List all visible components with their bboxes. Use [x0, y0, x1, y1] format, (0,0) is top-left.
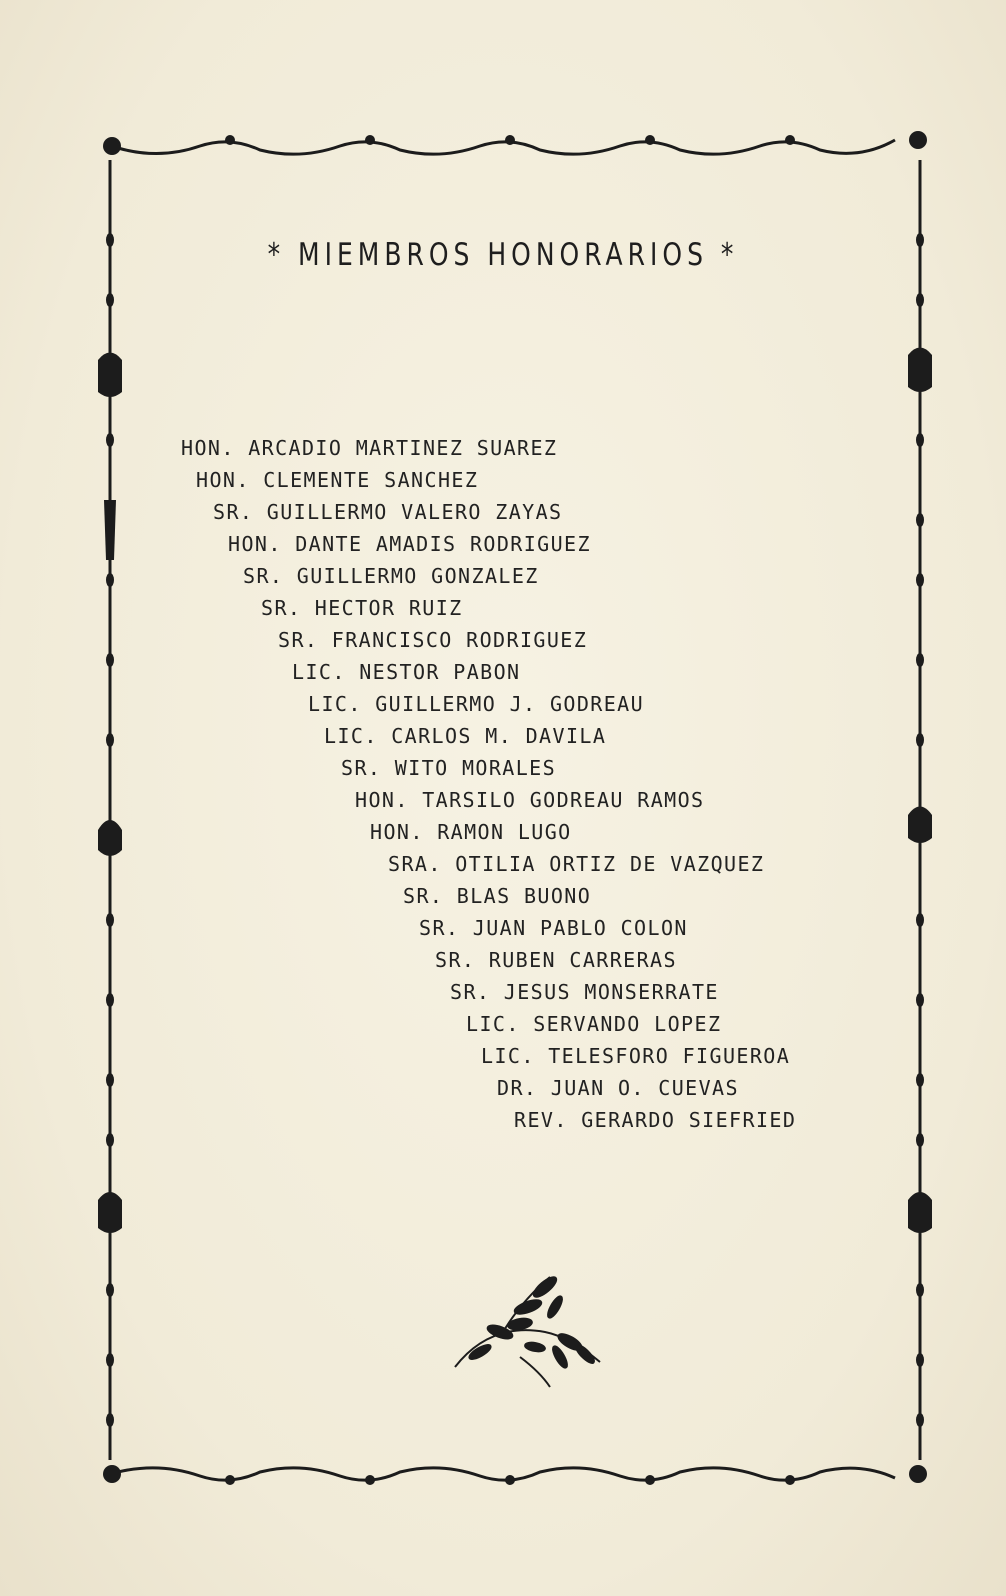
list-item: LIC. CARLOS M. DAVILA — [324, 724, 607, 748]
list-item: SR. JUAN PABLO COLON — [419, 916, 688, 940]
list-item: SR. GUILLERMO GONZALEZ — [243, 564, 539, 588]
list-item: SR. WITO MORALES — [341, 756, 557, 780]
list-item: DR. JUAN O. CUEVAS — [497, 1076, 739, 1100]
list-item: LIC. TELESFORO FIGUEROA — [481, 1044, 791, 1068]
list-item: SRA. OTILIA ORTIZ DE VAZQUEZ — [388, 852, 765, 876]
list-item: REV. GERARDO SIEFRIED — [514, 1108, 797, 1132]
list-item: HON. DANTE AMADIS RODRIGUEZ — [228, 532, 591, 556]
list-item: LIC. SERVANDO LOPEZ — [466, 1012, 722, 1036]
list-item: SR. FRANCISCO RODRIGUEZ — [278, 628, 588, 652]
list-item: SR. JESUS MONSERRATE — [450, 980, 719, 1004]
list-item: LIC. GUILLERMO J. GODREAU — [308, 692, 645, 716]
list-item: LIC. NESTOR PABON — [292, 660, 521, 684]
list-item: HON. ARCADIO MARTINEZ SUAREZ — [181, 436, 558, 460]
list-item: HON. CLEMENTE SANCHEZ — [196, 468, 479, 492]
list-item: SR. BLAS BUONO — [403, 884, 592, 908]
list-item: HON. TARSILO GODREAU RAMOS — [355, 788, 705, 812]
list-item: SR. GUILLERMO VALERO ZAYAS — [213, 500, 563, 524]
list-item: SR. HECTOR RUIZ — [261, 596, 463, 620]
page-title: * MIEMBROS HONORARIOS * — [267, 236, 739, 273]
leaf-sprig-icon — [450, 1262, 610, 1392]
list-item: HON. RAMON LUGO — [370, 820, 572, 844]
list-item: SR. RUBEN CARRERAS — [435, 948, 677, 972]
